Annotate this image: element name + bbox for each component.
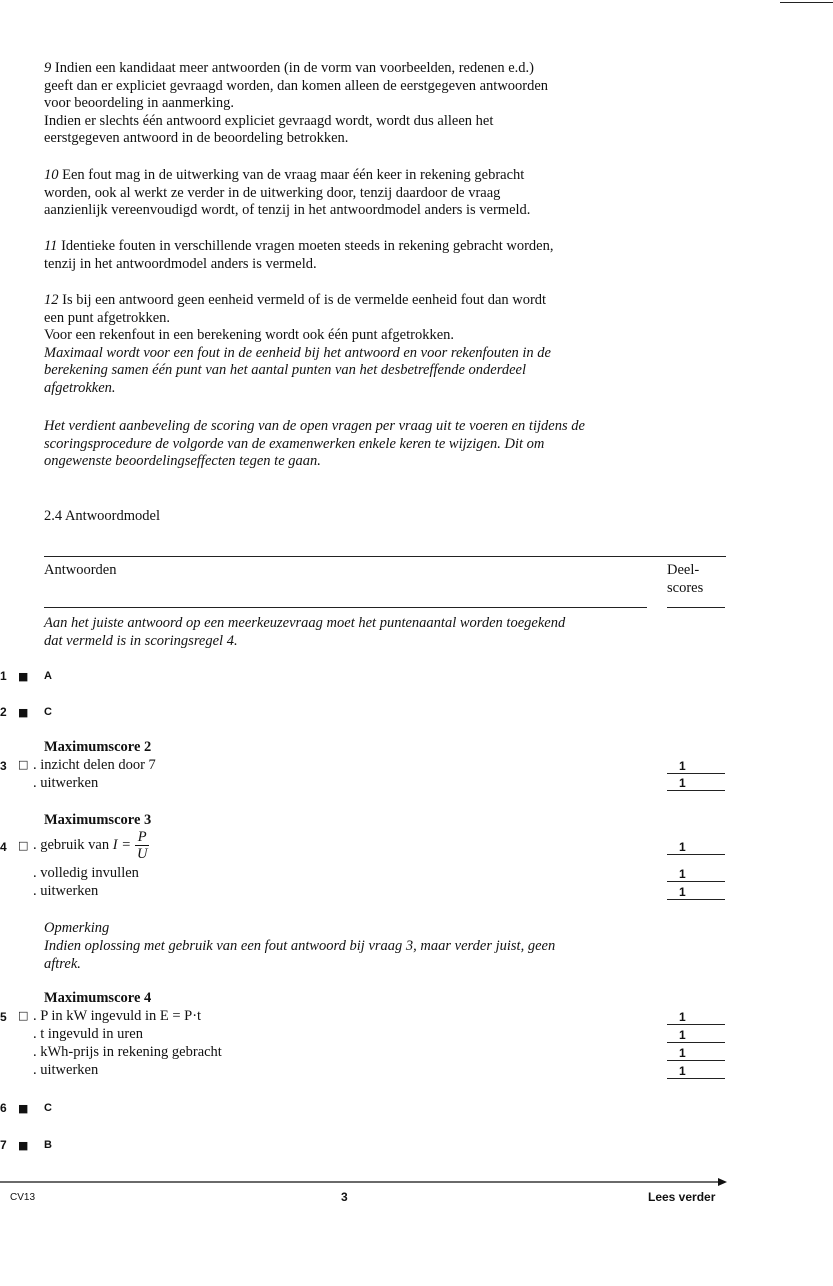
scoring-item: . t ingevuld in uren — [33, 1026, 143, 1042]
filled-square-icon: ■ — [18, 706, 29, 719]
rule-9-line: geeft dan er expliciet gevraagd worden, dan komen alleen de eerstgegeven antwoorden — [44, 77, 549, 94]
table-top-rule — [44, 556, 726, 557]
section-title: 2.4 Antwoordmodel — [44, 508, 160, 524]
open-square-icon: □ — [18, 839, 29, 852]
scoring-item: . uitwerken — [33, 775, 99, 791]
formula-lhs: I = — [112, 836, 131, 853]
rule-9-line: Indien een kandidaat meer antwoorden (in de vorm van voorbeelden, redenen e.d.) — [54, 60, 534, 76]
column-header-scores-line2: scores — [667, 580, 704, 596]
scoring-item-formula — [33, 829, 149, 862]
rule-12-line: Is bij een antwoord geen eenheid vermeld of is de vermelde eenheid fout dan wordt — [62, 292, 547, 308]
table-intro — [44, 615, 565, 650]
question-number: 2 — [0, 705, 7, 719]
rule-11-number: 11 — [44, 238, 58, 254]
question-number: 7 — [0, 1138, 7, 1152]
partial-score — [667, 777, 725, 791]
partial-score — [667, 760, 725, 774]
advice-line: ongewenste beoordelingseffecten tegen te gaan. — [44, 453, 321, 469]
filled-square-icon: ■ — [18, 670, 29, 683]
question-answer: B — [44, 1139, 52, 1151]
partial-score-value: 1 — [679, 1028, 686, 1042]
partial-score — [667, 1047, 725, 1061]
advice-line: scoringsprocedure de volgorde van de examenwerken enkele keren te wijzigen. Dit om — [44, 435, 545, 452]
question-number: 1 — [0, 669, 7, 683]
rule-12-italic-line: afgetrokken. — [44, 379, 116, 396]
rule-12-italic-line: berekening samen één punt van het aantal punten van het desbetreffende onderdeel — [44, 362, 526, 378]
rule-9-line: voor beoordeling in aanmerking. — [44, 95, 235, 111]
scoring-item: . volledig invullen — [33, 865, 139, 881]
partial-score-value: 1 — [679, 1064, 686, 1078]
rule-9-line: Indien er slechts één antwoord expliciet gevraagd wordt, wordt dus alleen het — [44, 112, 494, 129]
footer-arrow — [0, 1176, 833, 1188]
filled-square-icon: ■ — [18, 1139, 29, 1152]
rule-12-line: Voor een rekenfout in een berekening wordt ook één punt afgetrokken. — [44, 327, 455, 343]
rule-11 — [44, 238, 553, 273]
formula-numerator: P — [135, 829, 149, 846]
question-answer: C — [44, 1102, 52, 1114]
scores-header-rule — [667, 607, 725, 608]
question-answer: C — [44, 706, 52, 718]
partial-score-value: 1 — [679, 1046, 686, 1060]
partial-score — [667, 886, 725, 900]
rule-10 — [44, 167, 530, 220]
formula-fraction — [135, 829, 149, 862]
question-number: 5 — [0, 1010, 7, 1024]
remark — [44, 938, 555, 973]
rule-9-number: 9 — [44, 60, 52, 76]
continue-label: Lees verder — [648, 1190, 716, 1204]
scoring-item: . kWh-prijs in rekening gebracht — [33, 1044, 222, 1060]
scoring-item: . uitwerken — [33, 883, 99, 899]
footer-code: CV13 — [10, 1192, 36, 1203]
scoring-item: . gebruik van — [33, 836, 113, 853]
page-number: 3 — [341, 1190, 348, 1204]
partial-score-value: 1 — [679, 776, 686, 790]
rule-10-number: 10 — [44, 167, 59, 183]
rule-12-italic-line: Maximaal wordt voor een fout in de eenheid bij het antwoord en voor rekenfouten in de — [44, 344, 551, 361]
table-intro-line: Aan het juiste antwoord op een meerkeuzevraag moet het puntenaantal worden toegekend — [44, 615, 566, 631]
rule-11-line: tenzij in het antwoordmodel anders is vermeld. — [44, 255, 317, 272]
max-score-title: Maximumscore 4 — [44, 990, 152, 1006]
rule-9-line: eerstgegeven antwoord in de beoordeling betrokken. — [44, 130, 349, 146]
remark-title: Opmerking — [44, 920, 110, 936]
rule-12 — [44, 292, 551, 397]
partial-score-value: 1 — [679, 840, 686, 854]
formula-denominator: U — [136, 846, 148, 862]
rule-12-number: 12 — [44, 292, 59, 308]
scoring-advice — [44, 418, 585, 471]
rule-10-line: worden, ook al werkt ze verder in de uitwerking door, tenzij daardoor de vraag — [44, 184, 501, 201]
partial-score-value: 1 — [679, 759, 686, 773]
scoring-item: . inzicht delen door 7 — [33, 757, 156, 773]
partial-score-value: 1 — [679, 885, 686, 899]
filled-square-icon: ■ — [18, 1102, 29, 1115]
open-square-icon: □ — [18, 758, 29, 771]
question-number: 4 — [0, 840, 7, 854]
partial-score — [667, 841, 725, 855]
rule-9 — [44, 60, 548, 148]
question-number: 6 — [0, 1101, 7, 1115]
partial-score — [667, 1011, 725, 1025]
partial-score-value: 1 — [679, 1010, 686, 1024]
partial-score — [667, 868, 725, 882]
remark-line: aftrek. — [44, 955, 81, 972]
corner-mark — [780, 2, 833, 3]
partial-score — [667, 1029, 725, 1043]
max-score-title: Maximumscore 2 — [44, 739, 152, 755]
remark-line: Indien oplossing met gebruik van een fout antwoord bij vraag 3, maar verder juist, geen — [44, 938, 556, 954]
rule-12-line: een punt afgetrokken. — [44, 309, 171, 326]
table-intro-line: dat vermeld is in scoringsregel 4. — [44, 632, 238, 649]
scoring-item: . uitwerken — [33, 1062, 99, 1078]
partial-score — [667, 1065, 725, 1079]
rule-10-line: Een fout mag in de uitwerking van de vraag maar één keer in rekening gebracht — [62, 167, 525, 183]
column-header-answers: Antwoorden — [44, 562, 117, 578]
question-number: 3 — [0, 759, 7, 773]
open-square-icon: □ — [18, 1009, 29, 1022]
partial-score-value: 1 — [679, 867, 686, 881]
rule-10-line: aanzienlijk vereenvoudigd wordt, of tenzij in het antwoordmodel anders is vermeld. — [44, 202, 531, 218]
answers-header-rule — [44, 607, 647, 608]
scoring-item: . P in kW ingevuld in E = P·t — [33, 1008, 202, 1024]
column-header-scores-line1: Deel- — [667, 562, 700, 578]
question-answer: A — [44, 670, 52, 682]
advice-line: Het verdient aanbeveling de scoring van de open vragen per vraag uit te voeren en tijdens de — [44, 418, 585, 434]
rule-11-line: Identieke fouten in verschillende vragen moeten steeds in rekening gebracht worden, — [61, 238, 554, 254]
max-score-title: Maximumscore 3 — [44, 812, 152, 828]
